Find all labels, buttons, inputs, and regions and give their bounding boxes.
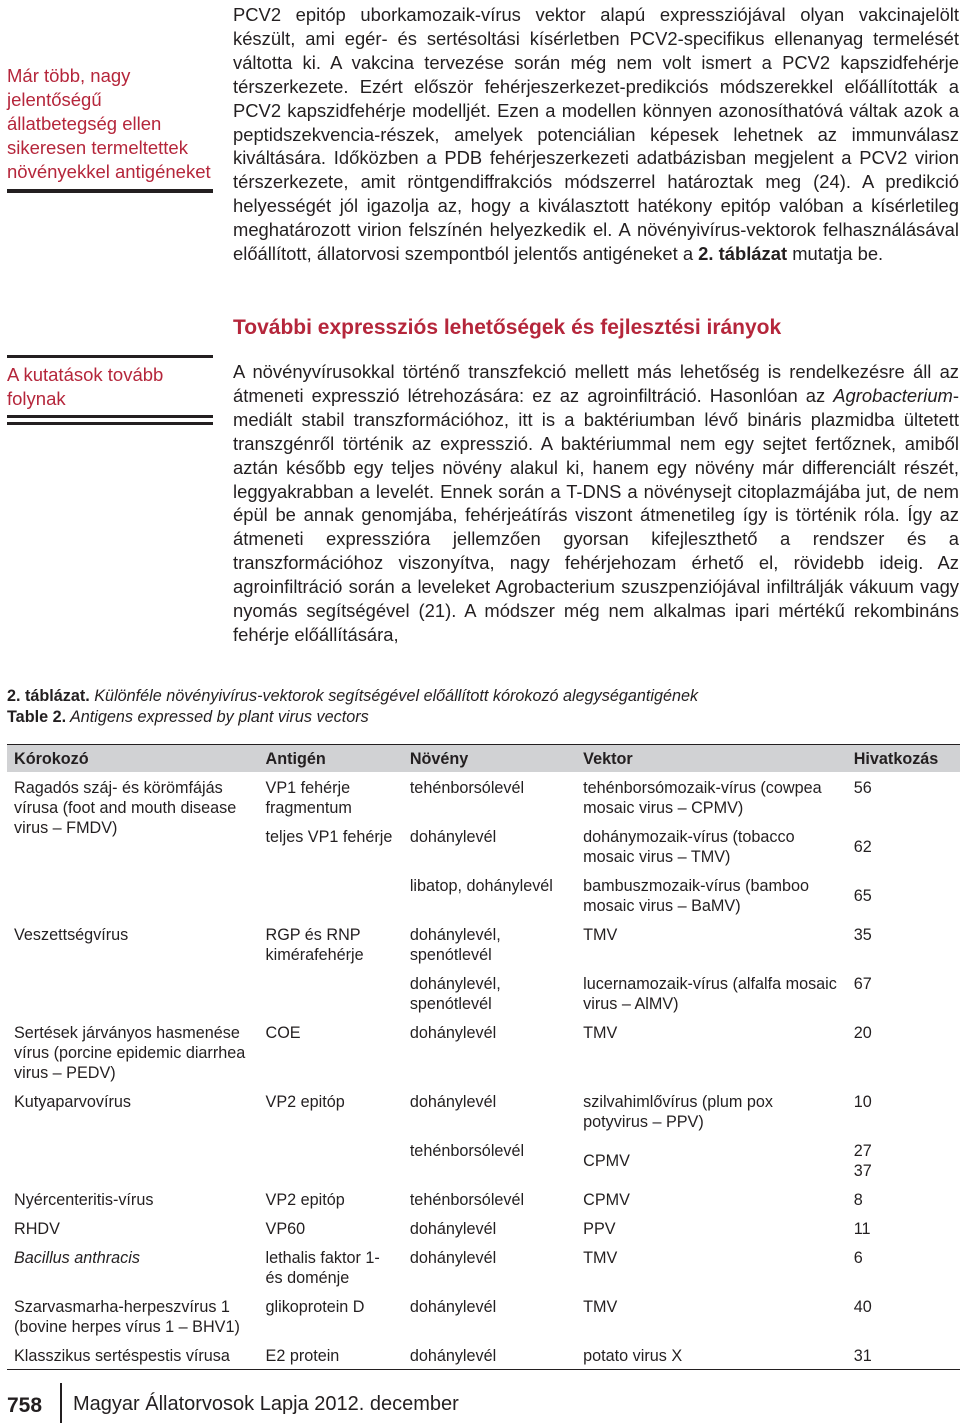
cell-reference: 20 [853, 1024, 872, 1042]
cell-plant: dohánylevél [409, 1249, 497, 1267]
table-header-row [7, 745, 960, 773]
caption-hu-label: 2. táblázat. [7, 687, 90, 705]
table-caption [7, 686, 957, 728]
cell-vector: lucernamozaik-vírus (alfalfa mosaic virus – AlMV) [583, 975, 837, 1013]
sidebar-note-1-rule [7, 189, 213, 193]
cell-vector: bambuszmozaik-vírus (bamboo mosaic virus – BaMV) [583, 877, 809, 915]
section-heading: További expressziós lehetőségek és fejlesztési irányok [233, 316, 782, 339]
cell-antigen: E2 protein [259, 1337, 403, 1370]
sidebar-note-2-rule-2 [7, 422, 213, 425]
cell-plant: tehénborsólevél [409, 1191, 525, 1209]
cell-plant: tehénborsólevél [409, 779, 525, 797]
cell-pathogen: Kutyaparvovírus [14, 1093, 131, 1111]
paragraph-1-end: mutatja be. [787, 243, 884, 265]
cell-reference: 67 [853, 975, 872, 993]
cell-pathogen: Nyércenteritis-vírus [14, 1191, 154, 1209]
cell-pathogen: RHDV [14, 1220, 60, 1238]
cell-vector: tehénborsómozaik-vírus (cowpea mosaic virus – CPMV) [583, 779, 822, 817]
cell-vector: PPV [583, 1220, 616, 1238]
header-hivatkozas: Hivatkozás [847, 745, 960, 773]
cell-antigen: VP2 epitóp [265, 1191, 345, 1209]
cell-vector: TMV [583, 1298, 618, 1316]
cell-vector: dohánymozaik-vírus (tobacco mosaic virus – TMV) [583, 828, 795, 866]
body-paragraph-1 [233, 3, 959, 266]
paragraph-2-text: A növényvírusokkal történő transzfekció mellett más lehetőség is rendelkezésre áll az átmeneti expresszió létrehozására: ez az agroinfiltráció. Hasonlóan az [233, 361, 959, 406]
table-row [7, 1288, 960, 1337]
cell-pathogen: Sertések járványos hasmenése vírus (porcine epidemic diarrhea virus – PEDV) [14, 1024, 246, 1082]
cell-antigen: VP60 [265, 1220, 306, 1238]
table-row [7, 772, 960, 818]
body-paragraph-2 [233, 360, 959, 647]
journal-name: Magyar Állatorvosok Lapja 2012. december [73, 1393, 459, 1415]
cell-plant: libatop, dohánylevél [409, 877, 553, 895]
cell-pathogen: Veszettségvírus [14, 926, 129, 944]
cell-plant: dohánylevél, spenótlevél [409, 975, 501, 1013]
sidebar-note-1 [7, 64, 213, 193]
cell-vector: TMV [583, 926, 618, 944]
cell-vector: TMV [583, 1249, 618, 1267]
cell-vector: CPMV [583, 1152, 630, 1170]
cell-plant: dohánylevél [409, 1220, 497, 1238]
cell-pathogen: Klasszikus sertéspestis vírusa [7, 1337, 259, 1370]
sidebar-note-2-text: A kutatások tovább folynak [7, 364, 164, 409]
header-noveny: Növény [403, 745, 576, 773]
cell-plant: dohánylevél [409, 828, 497, 846]
cell-reference: 11 [853, 1220, 871, 1238]
cell-reference: 6 [853, 1249, 863, 1267]
cell-plant: dohánylevél [409, 1093, 497, 1111]
cell-reference: 8 [853, 1191, 863, 1209]
cell-plant: dohánylevél, spenótlevél [409, 926, 501, 964]
cell-reference: 27 37 [853, 1142, 872, 1180]
cell-reference: 31 [847, 1337, 960, 1370]
cell-antigen: RGP és RNP kimérafehérje [265, 926, 364, 964]
cell-reference: 62 [853, 838, 872, 856]
cell-vector: TMV [583, 1024, 618, 1042]
sidebar-note-2-top-rule [7, 355, 213, 358]
page-number: 758 [7, 1394, 43, 1417]
cell-vector: CPMV [583, 1191, 630, 1209]
sidebar-note-2-rule-1 [7, 415, 213, 418]
cell-plant: dohánylevél [409, 1298, 497, 1316]
cell-reference: 40 [853, 1298, 872, 1316]
cell-vector: szilvahimlővírus (plum pox potyvirus – PPV) [583, 1093, 773, 1131]
cell-antigen: teljes VP1 fehérje [265, 828, 393, 846]
cell-antigen: COE [265, 1024, 301, 1042]
caption-en-label: Table 2. [7, 708, 67, 726]
cell-antigen: VP2 epitóp [265, 1093, 345, 1111]
footer-divider [60, 1383, 62, 1423]
cell-antigen: VP1 fehérje fragmentum [265, 779, 352, 817]
cell-antigen [259, 867, 403, 916]
page-footer [7, 1383, 607, 1423]
paragraph-1-text: PCV2 epitóp uborkamozaik-vírus vektor alapú expressziójával olyan vakcinajelölt készült, ami egér- és sertésoltási kísérletben PCV2-specifikus ellenanyag termelését váltotta ki. A vakcina tervezése során még nem volt ismert a PCV2 kapszidfehérje térszerkezete. Ezért először fehérjeszerkezet-predikciós módszerekkel előállították a PCV2 kapszidfehérje modelljét. Ezen a modellen könnyen azonosíthatóvá váltak azok a peptidszekvencia-részek, amelyek potenciálian képesek lehetnek az immunválasz kiváltására. Időközben a PDB fehérjeszerkezeti adatbázisban megjelent a PCV2 virion térszerkezete, amit röntgendiffrakciós módszerrel határoztak meg (24). A predikció helyességét jól igazolja az, hogy a kiválasztott hatékony epitóp valóban a kísérletileg meghatározott virion felszínén helyezkedik el. A növényivírus-vektorok felhasználásával előállított, állatorvosi szempontból jelentős antigéneket a [233, 4, 959, 265]
cell-reference: 65 [853, 887, 872, 905]
cell-pathogen: Ragadós száj- és körömfájás vírusa (foot and mouth disease virus – FMDV) [14, 779, 237, 837]
table-reference: 2. táblázat [698, 243, 788, 265]
cell-plant: dohánylevél [403, 1337, 576, 1370]
table-row [7, 1210, 960, 1239]
cell-pathogen: Szarvasmarha-herpeszvírus 1 (bovine herpes vírus 1 – BHV1) [14, 1298, 240, 1336]
cell-reference: 10 [853, 1093, 872, 1111]
table-row [7, 1014, 960, 1083]
antigen-table [7, 744, 960, 1370]
caption-en-text: Antigens expressed by plant virus vectors [66, 708, 369, 726]
cell-plant: tehénborsólevél [409, 1142, 525, 1160]
cell-plant: dohánylevél [409, 1024, 497, 1042]
cell-vector: potato virus X [576, 1337, 847, 1370]
paragraph-2-rest: -mediált stabil transzformációhoz, itt is a baktériumban lévő bináris plazmidba ültetett transzgénről történik az expresszió. A baktériummal nem egy sejtet fertőznek, amiből aztán később egy teljes növény alakul ki, hanem egy növény már differenciált részét, leggyakrabban a levelét. Ennek során a T-DNS a növénysejt citoplazmájába jut, de nem épül be annak genomjába, fehérjeátírás viszont átmenetileg így is történik róla. Így az átmeneti expresszióra jellemzően gyorsan kifejleszthető a rendszer és a transzformációhoz viszonyítva, nagy fehérjehozam érhető el, rövidebb ideig. Az agroinfiltráció során a leveleket Agrobacterium szuszpenziójával infiltrálják vákuum vagy nyomás segítségével (21). A módszer még nem alkalmas ipari mértékű rekombináns fehérje előállítására, [233, 384, 959, 645]
table-row [7, 1337, 960, 1370]
header-vektor: Vektor [576, 745, 847, 773]
table-row [7, 916, 960, 965]
caption-hu-text: Különféle növényivírus-vektorok segítségével előállított kórokozó alegységantigének [89, 687, 699, 705]
paragraph-2-italic: Agrobacterium [833, 384, 953, 406]
cell-antigen: glikoprotein D [265, 1298, 365, 1316]
sidebar-note-1-text: Már több, nagy jelentőségű állatbetegség ellen sikeresen termeltettek növényekkel antigéneket [7, 65, 211, 182]
table-row [7, 1181, 960, 1210]
sidebar-note-2 [7, 355, 213, 425]
table-row [7, 1239, 960, 1288]
cell-pathogen: Bacillus anthracis [14, 1249, 140, 1267]
cell-antigen: lethalis faktor 1-és doménje [265, 1249, 380, 1287]
cell-reference: 56 [853, 779, 872, 797]
table-row [7, 1083, 960, 1132]
header-korokozo: Kórokozó [7, 745, 259, 773]
header-antigen: Antigén [259, 745, 403, 773]
cell-reference: 35 [853, 926, 872, 944]
